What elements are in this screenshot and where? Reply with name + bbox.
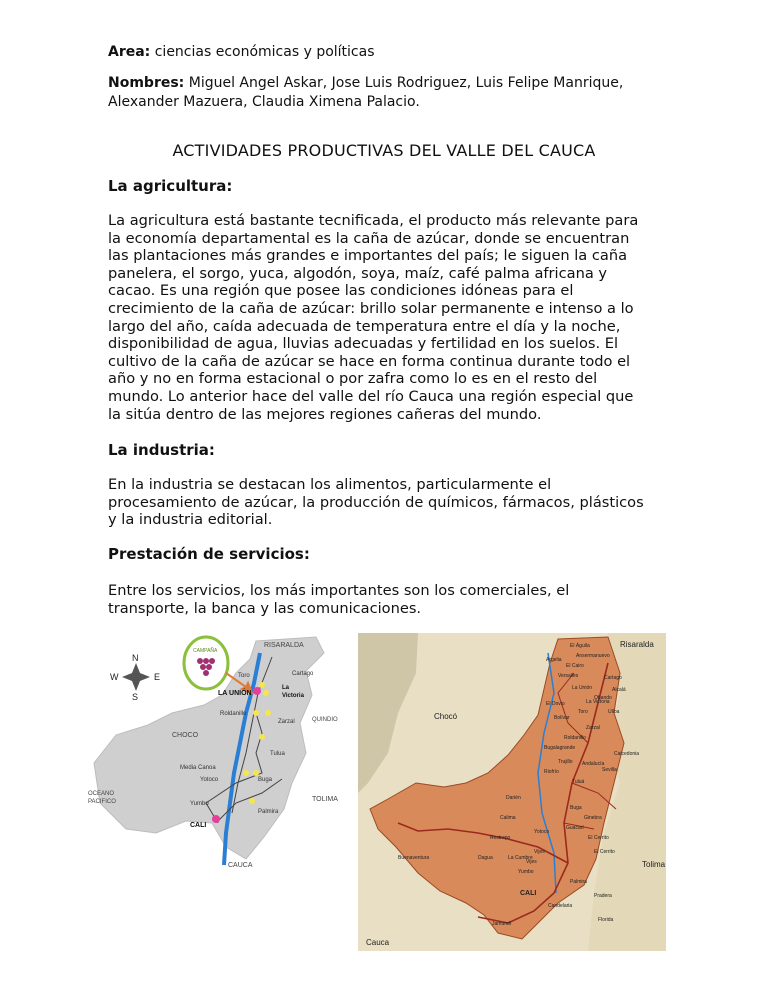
- map-label: Buga: [570, 805, 582, 811]
- city-marker: [259, 734, 265, 740]
- names-value-1: Miguel Angel Askar, Jose Luis Rodriguez, Luis Felipe Manrique,: [188, 75, 624, 91]
- area-line: [108, 43, 375, 61]
- map-label: Alcalá: [612, 687, 626, 693]
- map-label: Guacarí: [566, 825, 584, 831]
- map-label: Darién: [506, 795, 521, 801]
- city-label: Tulua: [270, 751, 285, 757]
- paragraph-industria: [108, 476, 668, 529]
- region-label: TOLIMA: [312, 796, 338, 803]
- logo-text: CAMPAÑA: [193, 648, 218, 654]
- text-line: la sitúa dentro de las mejores regiones cañeras del mundo.: [108, 405, 542, 423]
- map-label: CALI: [520, 890, 537, 897]
- map-label: Dagua: [478, 855, 493, 861]
- text-line: cultivo de la caña de azúcar se hace en forma continua durante todo el: [108, 352, 631, 370]
- city-label: Yotoco: [200, 777, 219, 783]
- map-label: Obando: [594, 695, 612, 701]
- map-label: Cauca: [366, 938, 390, 947]
- text-line: crecimiento de la caña de azúcar: brillo solar permanente e intenso a lo: [108, 299, 634, 317]
- region-label: CAUCA: [228, 862, 253, 869]
- text-line: procesamiento de azúcar, la producción de químicos, fármacos, plásticos: [108, 493, 644, 511]
- region-label: RISARALDA: [264, 642, 304, 649]
- map-label: Vijes: [526, 859, 537, 865]
- names-label: Nombres:: [108, 75, 185, 91]
- region-label: CHOCO: [172, 732, 199, 739]
- document-title: ACTIVIDADES PRODUCTIVAS DEL VALLE DEL CAUCA: [172, 141, 596, 160]
- valle-route-map: [86, 633, 342, 873]
- paragraph-agricultura: [108, 212, 668, 423]
- region-label: QUINDIO: [312, 717, 338, 723]
- compass-label: W: [110, 672, 119, 682]
- map-label: Ginebra: [584, 815, 602, 821]
- city-label: CALI: [190, 822, 207, 829]
- map-label: La Victoria: [586, 699, 610, 705]
- text-line: panelera, el sorgo, yuca, algodón, soya, maíz, café palma africana y: [108, 264, 608, 282]
- city-marker: [253, 770, 259, 776]
- text-line: mundo. Lo anterior hace del valle del río Cauca una región especial que: [108, 387, 634, 405]
- map-label: Roldanillo: [564, 735, 586, 741]
- city-label: La: [282, 685, 290, 691]
- map-label: Zarzal: [586, 725, 600, 731]
- map-label: El Dovio: [546, 701, 565, 707]
- map-label: Yotoco: [534, 829, 550, 835]
- text-line: disponibilidad de agua, lluvias adecuadas y fertilidad en los suelos. El: [108, 335, 619, 353]
- names-line-2: Alexander Mazuera, Claudia Ximena Palacio.: [108, 94, 420, 110]
- city-marker: [249, 798, 255, 804]
- map-label: Tuluá: [572, 779, 585, 785]
- area-label: Area:: [108, 44, 151, 60]
- city-label: Buga: [258, 777, 273, 783]
- city-marker: [253, 687, 261, 695]
- text-line: las plantaciones más grandes e importantes del país; le siguen la caña: [108, 247, 628, 265]
- city-label: Palmira: [258, 809, 279, 815]
- map-label: El Cerrito: [588, 835, 609, 841]
- map-label: Cartago: [604, 675, 622, 681]
- map-label: Caicedonia: [614, 751, 640, 757]
- city-label: Cartago: [292, 671, 314, 677]
- text-line: largo del año, caída adecuada de temperatura entre el día y la noche,: [108, 317, 621, 335]
- map-label: El Cerrito: [594, 849, 615, 855]
- text-line: Entre los servicios, los más importantes son los comerciales, el: [108, 582, 570, 599]
- map-label: Pradera: [594, 893, 612, 899]
- text-line: la economía departamental es la caña de azúcar, donde se encuentran: [108, 229, 630, 247]
- map-label: Chocó: [434, 712, 458, 721]
- map-label: Risaralda: [620, 640, 654, 649]
- map-label: Bolívar: [554, 715, 570, 721]
- city-label: Media Canoa: [180, 765, 216, 771]
- city-marker: [263, 690, 269, 696]
- map-label: Buenaventura: [398, 855, 430, 861]
- region-label: OCEANO: [88, 791, 115, 797]
- city-marker: [253, 710, 259, 716]
- text-line: En la industria se destacan los alimentos, particularmente el: [108, 476, 552, 493]
- city-marker: [265, 710, 271, 716]
- map-label: Riofrío: [544, 769, 559, 775]
- compass-label: S: [132, 692, 139, 702]
- compass-label: E: [154, 672, 161, 682]
- city-label: Victoria: [282, 693, 304, 699]
- city-label: LA UNIÓN: [218, 690, 252, 697]
- city-label: Roldanillo: [220, 711, 247, 717]
- city-marker: [259, 682, 265, 688]
- city-label: Zarzal: [278, 719, 295, 725]
- map-label: Ulloa: [608, 709, 620, 715]
- heading-industria: La industria:: [108, 441, 215, 459]
- text-line: año y no en forma estacional o por zafra como lo es en el resto del: [108, 370, 598, 388]
- heading-servicios: Prestación de servicios:: [108, 545, 310, 563]
- map-label: Toro: [578, 709, 588, 715]
- text-line: y la industria editorial.: [108, 511, 273, 529]
- city-label: Yumbo: [190, 801, 209, 807]
- text-line: La agricultura está bastante tecnificada, el producto más relevante para: [108, 212, 639, 229]
- map-label: Trujillo: [558, 759, 573, 765]
- map-label: Tolima: [642, 860, 666, 869]
- paragraph-servicios: [108, 582, 668, 617]
- city-marker: [212, 815, 220, 823]
- map-label: Yumbo: [518, 869, 534, 875]
- map-label: La Cumbre: [508, 855, 533, 861]
- map-label: Jamundí: [492, 921, 512, 927]
- city-marker: [243, 770, 249, 776]
- region-label: PACIFICO: [88, 799, 116, 805]
- map-label: Argelia: [546, 657, 562, 663]
- map-label: El Cairo: [566, 663, 584, 669]
- city-label: Toro: [238, 673, 250, 679]
- names-line-1: [108, 74, 623, 92]
- grapes-logo: [184, 637, 228, 689]
- map-label: Palmira: [570, 879, 587, 885]
- map-label: Bugalagrande: [544, 745, 576, 751]
- valle-municipalities-map: [358, 633, 666, 951]
- map-label: La Unión: [572, 685, 593, 691]
- map-label: Restrepo: [490, 835, 511, 841]
- map-label: Florida: [598, 917, 614, 923]
- map-label: Ansermanuevo: [576, 653, 610, 659]
- map-label: El Águila: [570, 643, 590, 649]
- text-line: cacao. Es una región que posee las condiciones idóneas para el: [108, 282, 574, 300]
- map-label: Versalles: [558, 673, 579, 679]
- compass-label: N: [132, 653, 139, 663]
- map-label: Vijes: [534, 849, 545, 855]
- text-line: transporte, la banca y las comunicaciones.: [108, 599, 422, 617]
- heading-agricultura: La agricultura:: [108, 177, 233, 195]
- map-label: Candelaria: [548, 903, 573, 909]
- map-label: Andalucía: [582, 761, 605, 767]
- map-label: Sevilla: [602, 767, 617, 773]
- map-label: Calima: [500, 815, 516, 821]
- area-value: ciencias económicas y políticas: [154, 44, 375, 60]
